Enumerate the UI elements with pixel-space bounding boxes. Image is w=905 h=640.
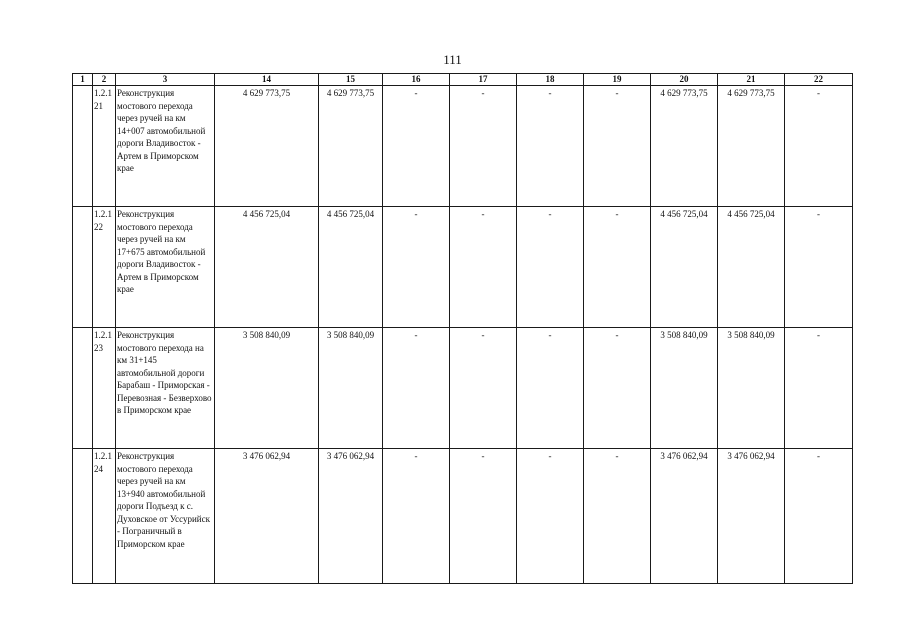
cell-col21: 3 508 840,09: [718, 328, 785, 449]
col-header: 17: [450, 74, 517, 86]
cell-col21: 4 456 725,04: [718, 207, 785, 328]
col-header: 15: [319, 74, 383, 86]
cell-col20: 3 476 062,94: [651, 449, 718, 584]
col-header: 3: [116, 74, 215, 86]
budget-table: [72, 73, 853, 584]
col-header: 2: [93, 74, 116, 86]
cell-col19: -: [584, 328, 651, 449]
cell-col17: -: [450, 86, 517, 207]
cell-col20: 3 508 840,09: [651, 328, 718, 449]
cell-name: Реконструкция мостового перехода на км 31+145 автомобильной дороги Барабаш - Приморская - Перевозная - Безверхово в Приморском крае: [116, 328, 215, 449]
cell-col21: 4 629 773,75: [718, 86, 785, 207]
cell-col19: -: [584, 86, 651, 207]
cell-col19: -: [584, 449, 651, 584]
cell-col16: -: [383, 86, 450, 207]
cell-col17: -: [450, 328, 517, 449]
cell-col1: [73, 207, 93, 328]
table-row: [73, 449, 853, 584]
cell-code: 1.2.1 23: [93, 328, 116, 449]
cell-col18: -: [517, 86, 584, 207]
table-row: [73, 328, 853, 449]
cell-col18: -: [517, 328, 584, 449]
cell-col22: -: [785, 86, 853, 207]
cell-col15: 3 476 062,94: [319, 449, 383, 584]
cell-col17: -: [450, 449, 517, 584]
col-header: 20: [651, 74, 718, 86]
cell-name: Реконструкция мостового перехода через ручей на км 17+675 автомобильной дороги Владивосток - Артем в Приморском крае: [116, 207, 215, 328]
cell-col20: 4 629 773,75: [651, 86, 718, 207]
cell-name: Реконструкция мостового перехода через ручей на км 13+940 автомобильной дороги Подъезд к с. Духовское от Уссурийск - Пограничный в Приморском крае: [116, 449, 215, 584]
cell-col16: -: [383, 328, 450, 449]
cell-col15: 4 456 725,04: [319, 207, 383, 328]
cell-col16: -: [383, 207, 450, 328]
cell-col17: -: [450, 207, 517, 328]
cell-col22: -: [785, 207, 853, 328]
table-row: [73, 86, 853, 207]
page-number: 111: [443, 52, 462, 67]
cell-col15: 3 508 840,09: [319, 328, 383, 449]
cell-col15: 4 629 773,75: [319, 86, 383, 207]
cell-col1: [73, 86, 93, 207]
cell-col1: [73, 449, 93, 584]
cell-col14: 4 629 773,75: [215, 86, 319, 207]
cell-code: 1.2.1 24: [93, 449, 116, 584]
table-row: [73, 207, 853, 328]
cell-col16: -: [383, 449, 450, 584]
cell-code: 1.2.1 22: [93, 207, 116, 328]
cell-col21: 3 476 062,94: [718, 449, 785, 584]
col-header: 22: [785, 74, 853, 86]
cell-col22: -: [785, 328, 853, 449]
cell-col20: 4 456 725,04: [651, 207, 718, 328]
cell-col19: -: [584, 207, 651, 328]
cell-col22: -: [785, 449, 853, 584]
cell-col18: -: [517, 207, 584, 328]
cell-col14: 3 508 840,09: [215, 328, 319, 449]
cell-col1: [73, 328, 93, 449]
cell-code: 1.2.1 21: [93, 86, 116, 207]
cell-col14: 3 476 062,94: [215, 449, 319, 584]
cell-col18: -: [517, 449, 584, 584]
cell-name: Реконструкция мостового перехода через ручей на км 14+007 автомобильной дороги Владивосток - Артем в Приморском крае: [116, 86, 215, 207]
col-header: 16: [383, 74, 450, 86]
col-header: 14: [215, 74, 319, 86]
col-header: 1: [73, 74, 93, 86]
col-header: 19: [584, 74, 651, 86]
cell-col14: 4 456 725,04: [215, 207, 319, 328]
header-row: [73, 74, 853, 86]
col-header: 18: [517, 74, 584, 86]
col-header: 21: [718, 74, 785, 86]
